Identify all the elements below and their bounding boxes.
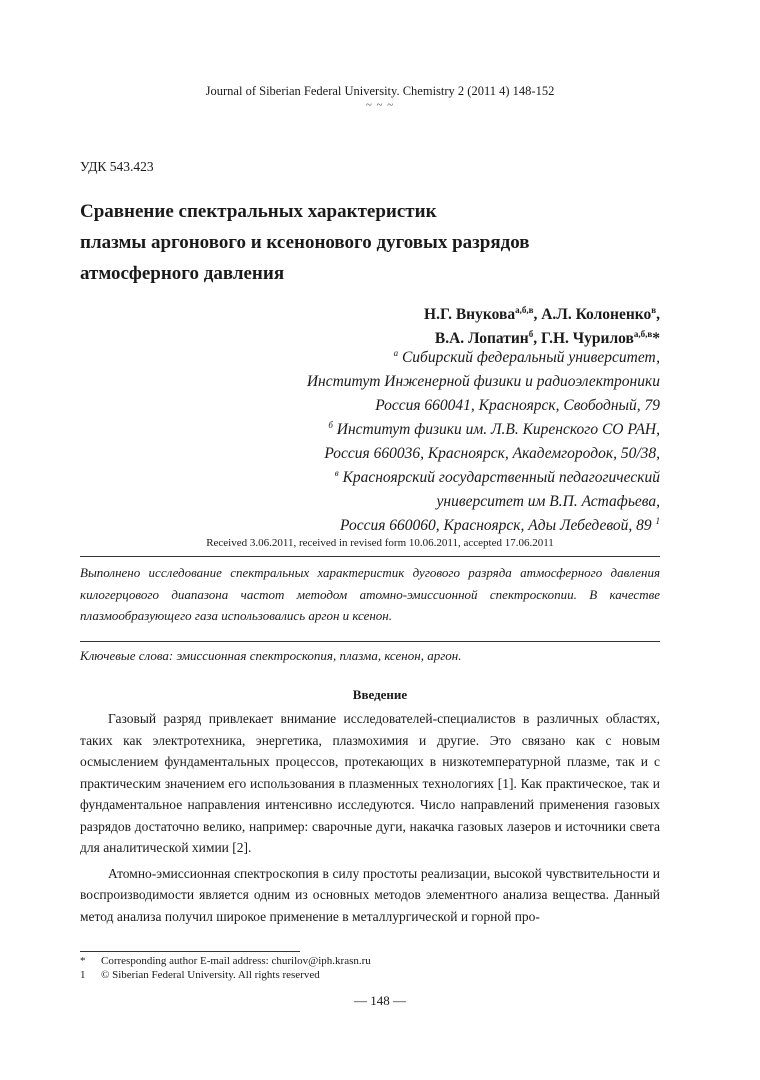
affiliation-mark: в xyxy=(334,467,339,478)
title-line: плазмы аргонового и ксенонового дуговых разрядов xyxy=(80,232,530,253)
footnote-ref: 1 xyxy=(655,515,660,526)
affiliation-line: Россия 660041, Красноярск, Свободный, 79 xyxy=(375,397,660,414)
affiliation-mark: б xyxy=(328,419,333,430)
author-line xyxy=(424,303,660,327)
author-list xyxy=(424,303,660,351)
affiliation-line: университет им В.П. Астафьева, xyxy=(436,493,660,510)
author-name: В.А. Лопатин xyxy=(434,330,529,347)
paragraph: Атомно-эмиссионная спектроскопия в силу простоты реализации, высокой чувствительности и воспроизводимости является одним из основных методов элементного анализа вещества. Данный метод анализа получил широкое применение в металлургической и горной про- xyxy=(80,865,660,924)
affiliation-line: $^в$ Красноярский государственный педагогический xyxy=(334,467,660,486)
author-name: А.Л. Колоненко xyxy=(541,306,652,323)
author-affil-mark: в xyxy=(651,304,657,315)
keywords: Ключевые слова: эмиссионная спектроскопия, плазма, ксенон, аргон. xyxy=(80,648,462,663)
footnote-mark: 1 xyxy=(80,969,86,981)
affiliation-line: Россия 660060, Красноярск, Ады Лебедевой, 89 $^1$ xyxy=(340,515,660,534)
author-separator: , xyxy=(656,306,660,323)
author-name: Г.Н. Чурилов xyxy=(540,330,634,347)
section-heading: Введение xyxy=(352,687,408,702)
corresponding-mark: * xyxy=(652,330,660,347)
divider xyxy=(80,556,660,557)
author-name: Н.Г. Внукова xyxy=(424,306,516,323)
title-line: Сравнение спектральных характеристик xyxy=(80,201,437,222)
footnote-text: © Siberian Federal University. All rights reserved xyxy=(101,969,320,981)
footnote-mark: * xyxy=(80,955,86,967)
udk-code: УДК 543.423 xyxy=(80,159,154,174)
journal-header: Journal of Siberian Federal University. Chemistry 2 (2011 4) 148-152 xyxy=(205,84,555,98)
author-affil-mark: б xyxy=(528,328,534,339)
footnote xyxy=(80,954,371,968)
footnote-text: Corresponding author E-mail address: churilov@iph.krasn.ru xyxy=(101,955,371,967)
page-number: — 148 — xyxy=(354,993,406,1008)
paragraph: Газовый разряд привлекает внимание исследователей-специалистов в различных областях, таких как электротехника, энергетика, плазмохимия и другие. Это связано как с новым осмыслением фундаментальных процессов, протекающих в низкотемпературной плазме, так и с практическим значением его использования в плазменных технологиях [1]. Как практическое, так и фундаментальное направления интенсивно исследуются. Число направлений применения газовых разрядов достаточно велико, например: сварочные дуги, накачка газовых лазеров и источники света для аналитической химии [2]. xyxy=(80,711,660,855)
affiliation-line: Институт Инженерной физики и радиоэлектроники xyxy=(306,373,660,390)
body-text xyxy=(80,708,660,931)
title-line: атмосферного давления xyxy=(80,263,285,284)
article-title xyxy=(80,196,680,289)
footnote xyxy=(80,968,371,982)
footnotes xyxy=(80,954,371,982)
header-ornament: ~ ~ ~ xyxy=(365,99,395,111)
author-separator: , xyxy=(533,330,541,347)
affiliation-line: Россия 660036, Красноярск, Академгородок, 50/38, xyxy=(324,445,660,462)
affiliation-mark: а xyxy=(393,347,399,358)
author-separator: , xyxy=(533,306,542,323)
affiliation-line: $^б$ Институт физики им. Л.В. Киренского СО РАН, xyxy=(328,419,660,438)
affiliations xyxy=(307,346,660,538)
author-affil-mark: а,б,в xyxy=(633,328,653,339)
received-dates: Received 3.06.2011, received in revised form 10.06.2011, accepted 17.06.2011 xyxy=(206,537,554,549)
abstract: Выполнено исследование спектральных характеристик дугового разряда атмосферного давления килогерцового диапазона частот методом атомно-эмиссионной спектроскопии. В качестве плазмообразующего газа использовались аргон и ксенон. xyxy=(80,565,660,623)
affiliation-line: $^а$ Сибирский федеральный университет, xyxy=(393,347,660,366)
footnote-divider xyxy=(80,951,300,952)
divider xyxy=(80,641,660,642)
author-affil-mark: а,б,в xyxy=(515,304,534,315)
